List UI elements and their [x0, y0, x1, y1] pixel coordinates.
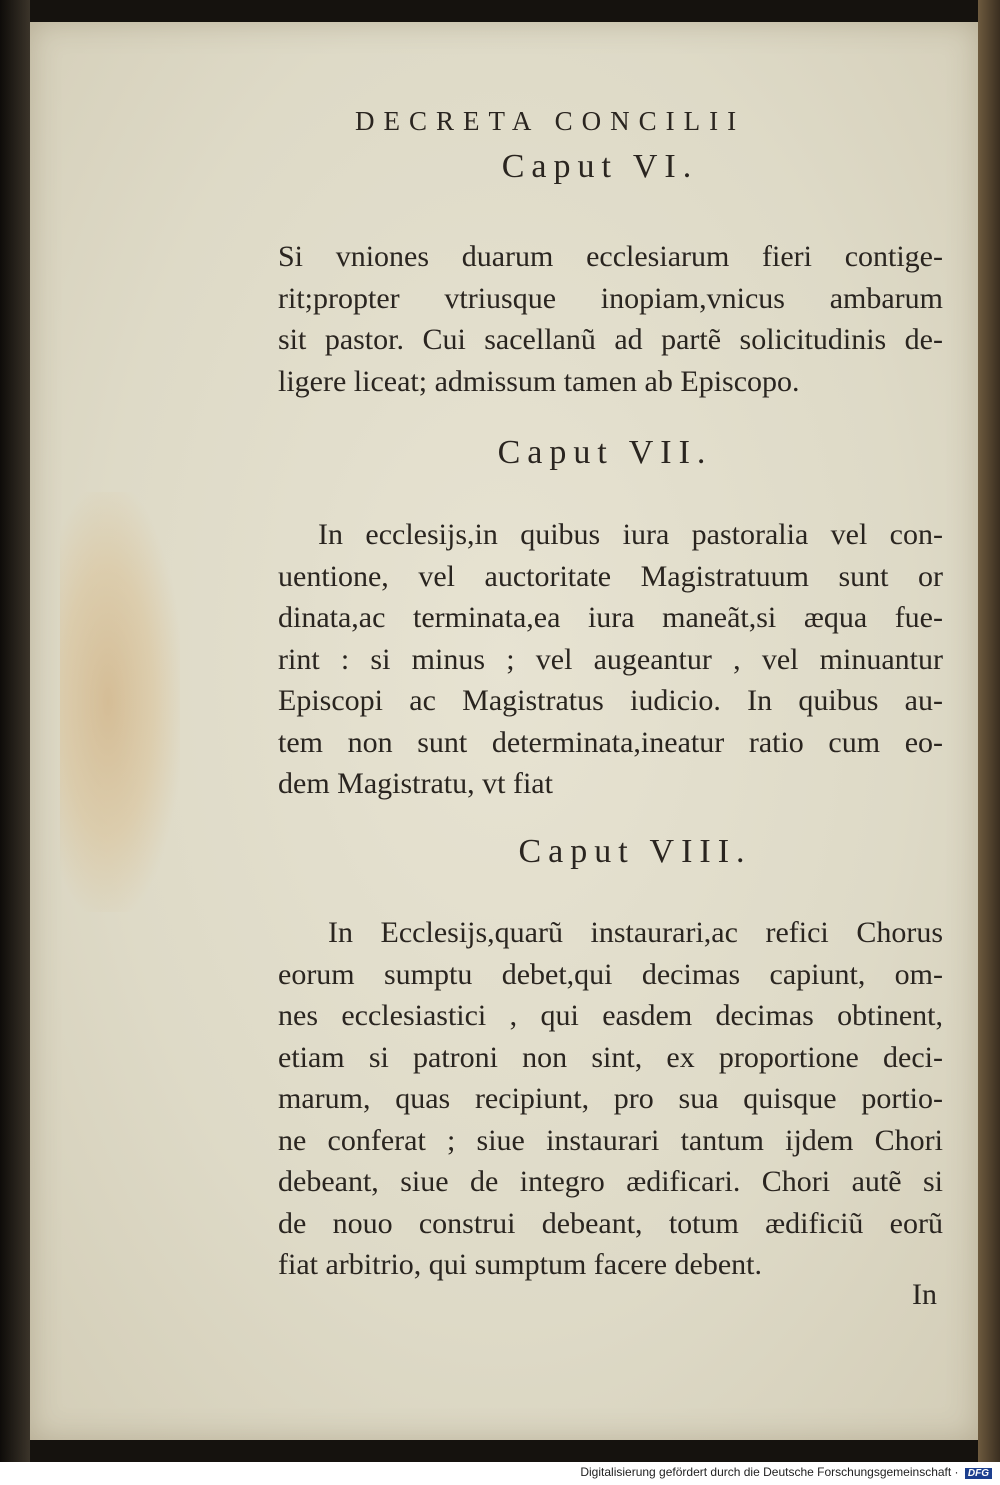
chapter-heading-8: Caput VIII.: [518, 833, 752, 870]
text-line: debeant, siue de integro ædificari. Chori autẽ si: [278, 1165, 943, 1198]
text-line: Si vniones duarum ecclesiarum fieri contige-: [278, 240, 943, 273]
text-line: nes ecclesiastici , qui easdem decimas obtinent,: [278, 999, 943, 1032]
footer-text: Digitalisierung gefördert durch die Deutsche Forschungsgemeinschaft: [580, 1465, 952, 1479]
digitization-footer: [0, 1462, 1000, 1485]
text-line: marum, quas recipiunt, pro sua quisque portio-: [278, 1082, 943, 1115]
text-line: dinata,ac terminata,ea iura maneãt,si æqua fue-: [278, 601, 943, 634]
text-line: In Ecclesijs,quarũ instaurari,ac refici Chorus: [328, 916, 943, 949]
chapter-heading-6: Caput VI.: [501, 148, 699, 185]
catchword: In: [912, 1278, 937, 1311]
text-line: sit pastor. Cui sacellanũ ad partẽ solicitudinis de-: [278, 323, 943, 356]
chapter-8-text: [278, 912, 943, 1286]
text-line: tem non sunt determinata,ineatur ratio cum eo-: [278, 725, 943, 759]
text-line: ligere liceat; admissum tamen ab Episcopo.: [278, 364, 800, 398]
book-gutter: [0, 0, 30, 1462]
dfg-logo-icon: DFG: [965, 1468, 992, 1479]
chapter-6-text: [278, 236, 943, 402]
text-line: dem Magistratu, vt fiat: [278, 767, 553, 800]
text-line: fiat arbitrio, qui sumptum facere debent.: [278, 1248, 762, 1281]
footer-credit: Digitalisierung gefördert durch die Deutsche Forschungsgemeinschaft · DFG: [580, 1465, 992, 1479]
text-line: de nouo construi debeant, totum ædificiũ eorũ: [278, 1206, 943, 1240]
text-line: uentione, vel auctoritate Magistratuum sunt or: [278, 559, 943, 593]
text-line: ne conferat ; siue instaurari tantum ijdem Chori: [278, 1123, 943, 1157]
water-stain: [60, 492, 180, 912]
page-edge: [978, 0, 1000, 1462]
chapter-7-text: [278, 514, 943, 805]
text-line: rit;propter vtriusque inopiam,vnicus ambarum: [278, 281, 943, 315]
text-line: Episcopi ac Magistratus iudicio. In quibus au-: [278, 684, 943, 717]
chapter-heading-7: Caput VII.: [497, 434, 713, 471]
text-line: eorum sumptu debet,qui decimas capiunt, om-: [278, 957, 943, 991]
text-line: rint : si minus ; vel augeantur , vel minuantur: [278, 642, 943, 676]
text-line: In ecclesijs,in quibus iura pastoralia vel con-: [318, 518, 943, 551]
running-head: DECRETA CONCILII: [355, 106, 746, 136]
text-line: etiam si patroni non sint, ex proportione deci-: [278, 1040, 943, 1074]
